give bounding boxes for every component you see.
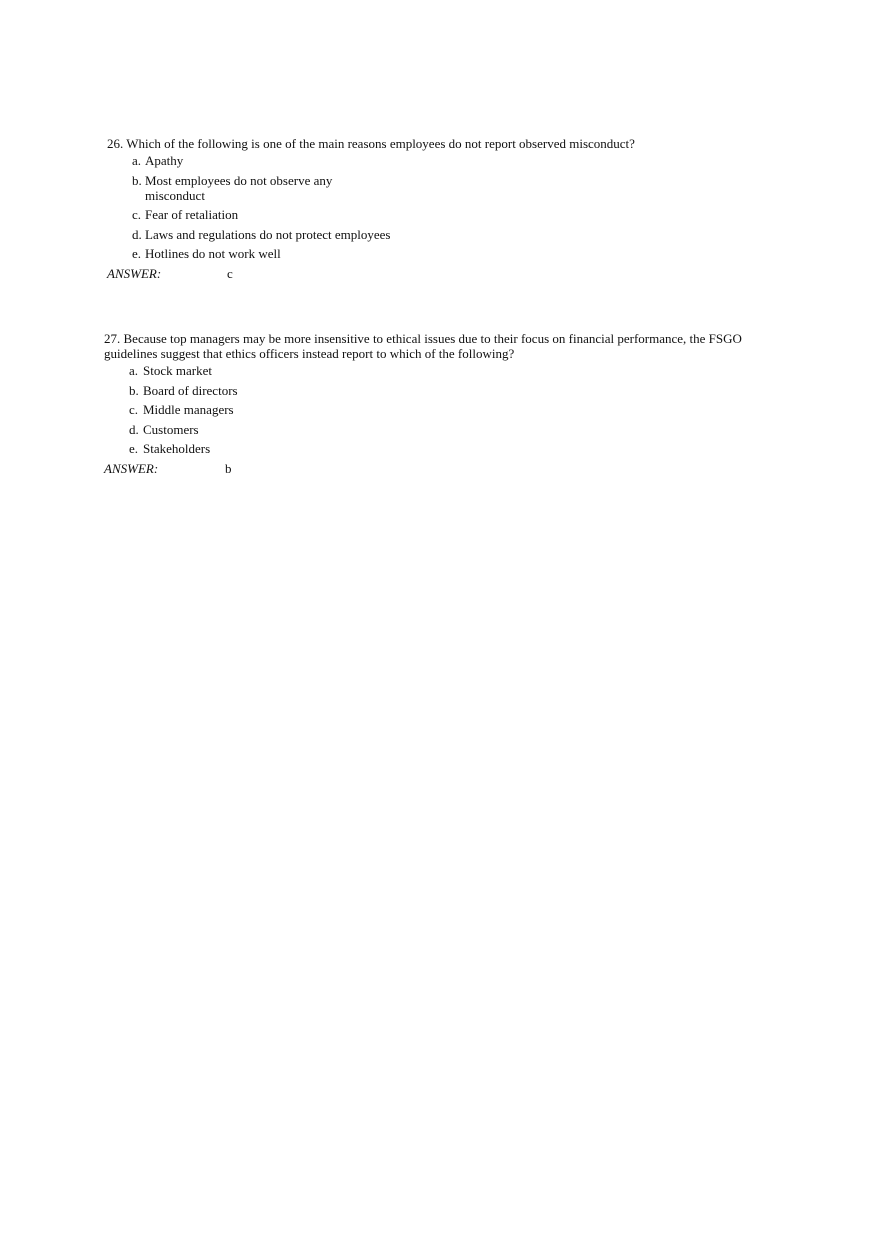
- question-stem: 27. Because top managers may be more insensitive to ethical issues due to their focus on financial performance, the FSGO guidelines suggest that ethics officers instead report to which of the following?: [104, 331, 742, 361]
- option-letter: e.: [129, 441, 139, 456]
- option-letter: b.: [132, 172, 142, 188]
- option-letter: d.: [129, 421, 139, 437]
- option-c: [107, 207, 807, 222]
- option-d: [107, 227, 807, 242]
- option-b: [104, 383, 794, 398]
- option-letter: c.: [129, 402, 139, 417]
- option-text: Stakeholders: [143, 441, 211, 456]
- option-e: [107, 246, 807, 261]
- question-27: [104, 331, 794, 476]
- answer-label: ANSWER:: [107, 265, 162, 281]
- option-letter: a.: [132, 153, 142, 168]
- option-text: Stock market: [143, 363, 212, 378]
- option-e: [104, 441, 794, 456]
- answer-row: [107, 266, 807, 281]
- option-letter: c.: [132, 207, 142, 222]
- option-a: [107, 153, 807, 168]
- option-a: [104, 363, 794, 378]
- option-letter: e.: [132, 246, 142, 261]
- option-letter: a.: [129, 363, 139, 378]
- option-text: Customers: [143, 421, 199, 437]
- option-text: Hotlines do not work well: [145, 246, 281, 261]
- option-text: Board of directors: [143, 382, 238, 398]
- answer-value: b: [225, 460, 232, 476]
- question-26: [107, 136, 807, 281]
- option-text: Most employees do not observe any misconduct: [145, 172, 333, 203]
- option-c: [104, 402, 794, 417]
- option-text: Fear of retaliation: [145, 207, 239, 222]
- answer-label: ANSWER:: [104, 460, 159, 476]
- options-list: [104, 363, 794, 456]
- options-list: [107, 153, 807, 261]
- option-d: [104, 422, 794, 437]
- question-stem: 26. Which of the following is one of the main reasons employees do not report observed misconduct?: [107, 136, 635, 151]
- answer-value: c: [227, 265, 233, 281]
- option-b: [107, 173, 807, 203]
- option-letter: b.: [129, 382, 139, 398]
- option-text: Laws and regulations do not protect employees: [145, 226, 391, 242]
- option-text: Apathy: [145, 153, 184, 168]
- option-letter: d.: [132, 226, 142, 242]
- answer-row: [104, 461, 794, 476]
- option-text: Middle managers: [143, 402, 234, 417]
